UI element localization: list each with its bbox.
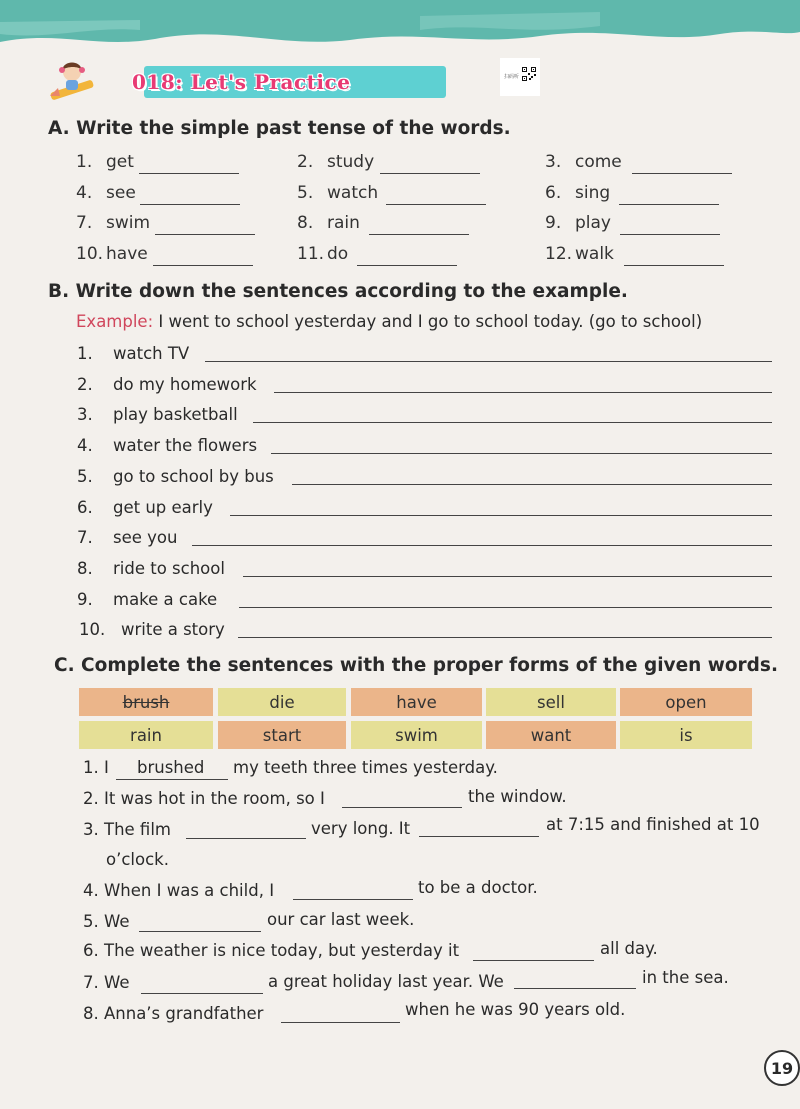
c-sentence-8-start: 8. Anna’s grandfather: [83, 1004, 264, 1023]
c-sentence-5-start: 5. We: [83, 912, 130, 931]
word-bank-cell-brush: [79, 688, 213, 716]
c-sentence-1-end: my teeth three times yesterday.: [233, 758, 498, 777]
part-a-word-text: get: [106, 152, 134, 172]
c-sentence-3-blank-2[interactable]: [419, 836, 539, 837]
part-b-item-number: 9.: [77, 589, 93, 609]
c-sentence-7-start: 7. We: [83, 973, 130, 992]
part-a-word-number: 7.: [76, 213, 93, 233]
part-b-answer-line-3[interactable]: [253, 422, 772, 423]
part-a-word-4: [76, 183, 136, 203]
example-sentence: [76, 312, 702, 331]
part-a-word-number: 3.: [545, 152, 562, 172]
part-b-item-number: 2.: [77, 374, 93, 394]
part-b-item-1: [77, 344, 189, 363]
word-bank-word: brush: [122, 692, 170, 712]
part-b-answer-line-6[interactable]: [230, 515, 772, 516]
part-a-answer-blank-9[interactable]: [620, 234, 720, 235]
qr-code-box[interactable]: [500, 58, 540, 96]
part-b-item-5: [77, 467, 274, 486]
part-a-answer-blank-3[interactable]: [632, 173, 732, 174]
part-b-item-9: [77, 590, 217, 609]
part-a-word-text: sing: [575, 183, 611, 203]
part-b-answer-line-2[interactable]: [274, 392, 772, 393]
part-b-item-phrase: watch TV: [113, 344, 190, 363]
c-sentence-4-end: to be a doctor.: [418, 878, 538, 897]
word-bank-word: rain: [130, 725, 162, 745]
c-sentence-2-start: 2. It was hot in the room, so I: [83, 789, 325, 808]
word-bank-cell-swim: [351, 721, 482, 749]
part-a-word-text: have: [106, 244, 148, 264]
part-b-item-10: [79, 620, 225, 639]
word-bank-word: have: [396, 692, 437, 712]
part-a-answer-blank-11[interactable]: [357, 265, 457, 266]
part-a-word-text: see: [106, 183, 136, 203]
word-bank-word: die: [269, 692, 295, 712]
c-sentence-5-end: our car last week.: [267, 910, 415, 929]
part-b-item-6: [77, 498, 213, 517]
word-bank-word: want: [530, 725, 572, 745]
part-a-word-text: swim: [106, 213, 151, 233]
part-a-answer-blank-8[interactable]: [369, 234, 469, 235]
word-bank-word: start: [262, 725, 302, 745]
part-a-word-9: [545, 213, 611, 233]
part-b-answer-line-7[interactable]: [192, 545, 772, 546]
c-sentence-6-blank[interactable]: [473, 960, 594, 961]
part-a-answer-blank-2[interactable]: [380, 173, 480, 174]
part-b-answer-line-9[interactable]: [239, 607, 772, 608]
page-title: 018: Let's Practice: [132, 70, 351, 94]
part-a-word-1: [76, 152, 134, 172]
part-b-item-number: 8.: [77, 558, 93, 578]
part-a-word-text: play: [575, 213, 611, 233]
part-a-answer-blank-5[interactable]: [386, 204, 486, 205]
c-sentence-7-end: in the sea.: [642, 968, 729, 987]
part-b-item-4: [77, 436, 257, 455]
c-sentence-2-blank[interactable]: [342, 807, 462, 808]
part-b-item-3: [77, 405, 238, 424]
c-sentence-3-continued: o’clock.: [106, 850, 169, 869]
c-sentence-3-middle: very long. It: [311, 819, 411, 838]
example-label: Example:: [76, 312, 154, 331]
part-a-word-2: [297, 152, 374, 172]
part-b-item-phrase: go to school by bus: [113, 466, 274, 486]
word-bank-cell-die: [218, 688, 346, 716]
part-b-answer-line-10[interactable]: [238, 637, 772, 638]
part-a-heading: A. Write the simple past tense of the words.: [48, 118, 511, 139]
part-b-item-phrase: water the flowers: [113, 436, 258, 456]
part-a-word-number: 5.: [297, 183, 314, 203]
word-bank-cell-have: [351, 688, 482, 716]
part-b-item-number: 7.: [77, 528, 93, 548]
c-sentence-3-blank-1[interactable]: [186, 838, 306, 839]
part-a-word-number: 1.: [76, 152, 93, 172]
part-b-item-phrase: do my homework: [113, 374, 257, 394]
word-bank-word: open: [665, 692, 707, 712]
c-sentence-8-end: when he was 90 years old.: [405, 1000, 626, 1019]
part-b-item-2: [77, 375, 257, 394]
part-a-answer-blank-1[interactable]: [139, 173, 239, 174]
part-a-word-8: [297, 213, 360, 233]
example-text: I went to school yesterday and I go to school today. (go to school): [158, 312, 703, 331]
c-sentence-1-blank[interactable]: [116, 779, 228, 780]
part-b-answer-line-1[interactable]: [205, 361, 772, 362]
part-a-word-7: [76, 213, 150, 233]
c-sentence-6-end: all day.: [600, 939, 658, 958]
part-a-word-text: walk: [575, 244, 614, 264]
qr-code-icon: [522, 67, 536, 81]
word-bank-cell-is: [620, 721, 752, 749]
part-a-word-text: study: [327, 152, 375, 172]
part-a-word-number: 8.: [297, 213, 314, 233]
part-b-item-number: 4.: [77, 436, 93, 456]
part-b-answer-line-8[interactable]: [243, 576, 772, 577]
word-bank-cell-rain: [79, 721, 213, 749]
part-b-answer-line-4[interactable]: [271, 453, 772, 454]
part-b-item-8: [77, 559, 225, 578]
part-c-heading: C. Complete the sentences with the proper forms of the given words.: [54, 655, 778, 676]
part-a-word-6: [545, 183, 610, 203]
c-sentence-6-start: 6. The weather is nice today, but yesterday it: [83, 941, 460, 960]
part-b-answer-line-5[interactable]: [292, 484, 772, 485]
part-b-item-7: [77, 528, 177, 547]
part-a-answer-blank-4[interactable]: [140, 204, 240, 205]
c-sentence-7-blank-1[interactable]: [141, 993, 263, 994]
part-b-item-phrase: write a story: [121, 620, 225, 640]
part-a-word-number: 4.: [76, 183, 93, 203]
part-a-word-number: 11.: [297, 244, 325, 264]
c-sentence-5-blank[interactable]: [139, 931, 261, 932]
part-b-item-number: 3.: [77, 405, 93, 425]
part-a-word-10: [76, 244, 148, 264]
c-sentence-7-blank-2[interactable]: [514, 988, 636, 989]
part-a-answer-blank-10[interactable]: [153, 265, 253, 266]
part-a-word-3: [545, 152, 622, 172]
c-sentence-2-end: the window.: [468, 787, 567, 806]
word-bank-cell-sell: [486, 688, 616, 716]
word-bank-cell-want: [486, 721, 616, 749]
part-b-item-phrase: play basketball: [113, 405, 238, 425]
part-a-word-text: do: [327, 244, 349, 264]
part-b-item-phrase: make a cake: [113, 589, 218, 609]
part-a-word-11: [297, 244, 348, 264]
part-b-heading: B. Write down the sentences according to the example.: [48, 281, 628, 302]
part-a-word-text: come: [575, 152, 622, 172]
word-bank-word: swim: [395, 725, 438, 745]
word-bank-cell-open: [620, 688, 752, 716]
part-a-word-12: [545, 244, 614, 264]
part-b-item-number: 1.: [77, 344, 93, 363]
pencil-kid-mascot-icon: [48, 58, 102, 102]
part-a-word-number: 10.: [76, 244, 104, 264]
top-wave-banner: [0, 0, 800, 62]
c-sentence-1-answer: brushed: [137, 758, 205, 777]
c-sentence-4-start: 4. When I was a child, I: [83, 881, 275, 900]
part-a-word-text: watch: [327, 183, 379, 203]
part-b-item-phrase: get up early: [113, 497, 213, 517]
word-bank-word: sell: [537, 692, 565, 712]
c-sentence-3-start: 3. The film: [83, 820, 171, 839]
part-a-answer-blank-12[interactable]: [624, 265, 724, 266]
part-b-item-phrase: see you: [113, 528, 178, 548]
part-a-word-number: 2.: [297, 152, 314, 172]
part-a-word-number: 9.: [545, 213, 562, 233]
part-a-word-5: [297, 183, 378, 203]
c-sentence-3-end: at 7:15 and finished at 10: [546, 815, 760, 834]
part-b-item-number: 5.: [77, 466, 93, 486]
c-sentence-1-start: 1. I: [83, 758, 109, 777]
c-sentence-4-blank[interactable]: [293, 899, 413, 900]
part-b-item-number: 10.: [79, 620, 106, 640]
word-bank-cell-start: [218, 721, 346, 749]
qr-caption: 扫码听: [504, 74, 520, 80]
part-a-word-number: 6.: [545, 183, 562, 203]
part-a-word-number: 12.: [545, 244, 573, 264]
part-a-word-text: rain: [327, 213, 360, 233]
part-a-answer-blank-6[interactable]: [619, 204, 719, 205]
page-number: 19: [764, 1050, 800, 1086]
part-a-answer-blank-7[interactable]: [155, 234, 255, 235]
part-b-item-number: 6.: [77, 497, 93, 517]
part-b-item-phrase: ride to school: [113, 558, 225, 578]
c-sentence-8-blank[interactable]: [281, 1022, 400, 1023]
word-bank-word: is: [679, 725, 693, 745]
c-sentence-7-middle: a great holiday last year. We: [268, 972, 504, 991]
